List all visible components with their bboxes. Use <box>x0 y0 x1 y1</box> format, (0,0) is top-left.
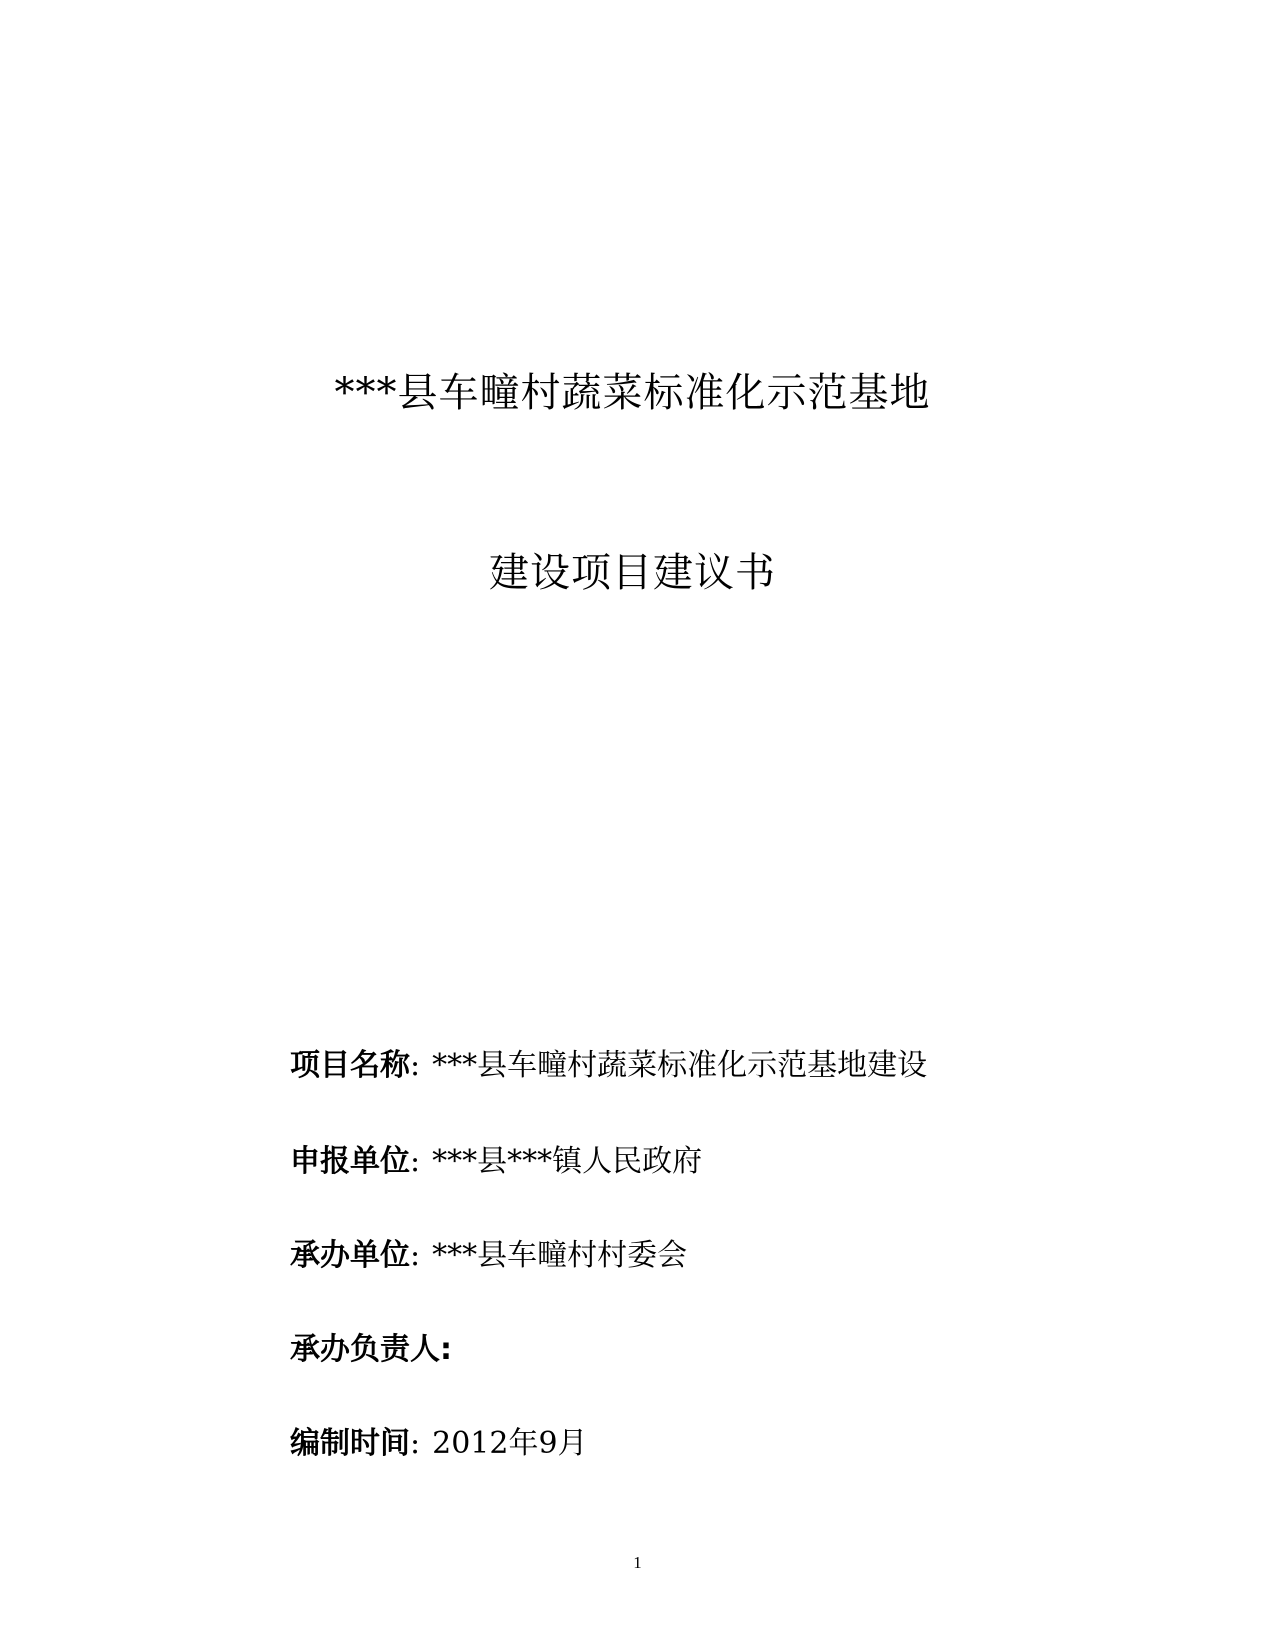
info-value: ***县车疃村蔬菜标准化示范基地建设 <box>432 1048 928 1083</box>
info-row-applicant <box>290 1142 702 1182</box>
info-label: 承办单位 <box>290 1238 410 1273</box>
info-label: 编制时间 <box>290 1426 410 1461</box>
info-row-undertaking-unit <box>290 1236 687 1276</box>
info-label: 申报单位 <box>290 1144 410 1179</box>
document-title-line-1: ***县车疃村蔬菜标准化示范基地 <box>334 370 931 416</box>
info-separator: : <box>410 1048 421 1083</box>
info-separator: : <box>410 1144 421 1179</box>
info-row-responsible-person <box>290 1330 452 1370</box>
info-value: 2012年9月 <box>432 1426 588 1461</box>
info-label: 承办负责人 <box>290 1332 440 1367</box>
document-title-line-2: 建设项目建议书 <box>489 550 776 596</box>
info-separator: : <box>410 1238 421 1273</box>
info-value: ***县***镇人民政府 <box>432 1144 703 1179</box>
info-label: 项目名称 <box>290 1048 410 1083</box>
info-separator: : <box>440 1332 452 1367</box>
info-row-compile-date <box>290 1424 588 1464</box>
info-row-project-name <box>290 1046 927 1086</box>
info-value: ***县车疃村村委会 <box>432 1238 688 1273</box>
page-number: 1 <box>633 1553 642 1572</box>
info-separator: : <box>410 1426 421 1461</box>
